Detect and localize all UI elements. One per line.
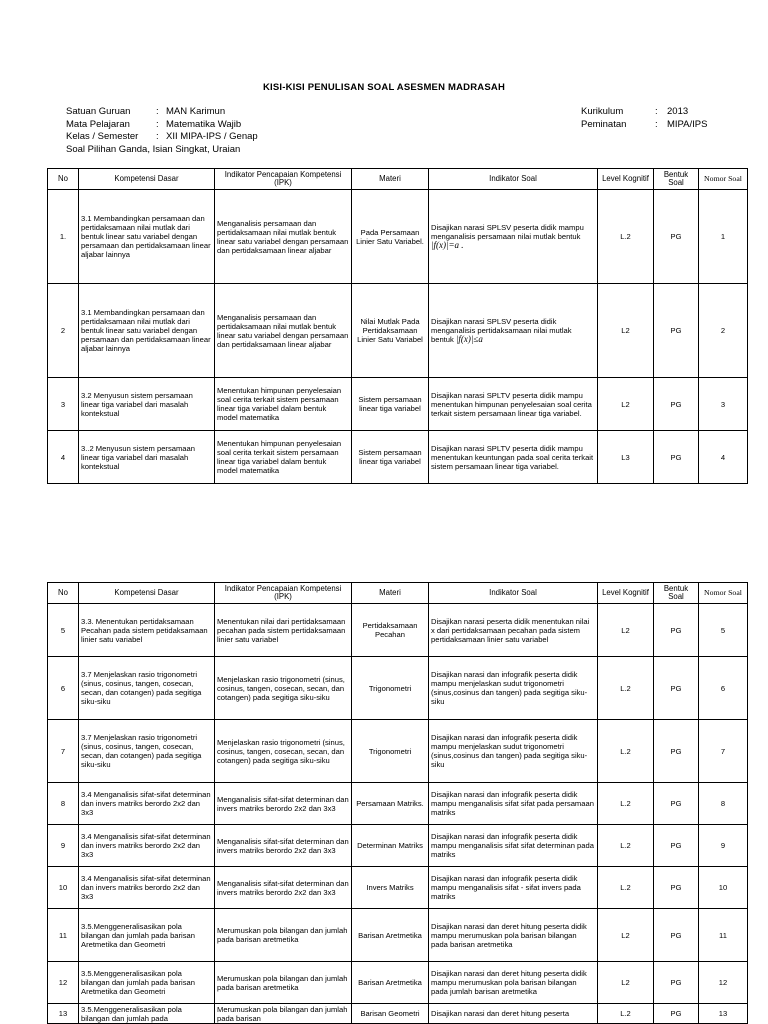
indikator-text: Disajikan narasi SPLSV peserta didik menganalisis pertidaksamaan nilai mutlak bentuk	[431, 317, 572, 344]
cell-indikator: Disajikan narasi dan deret hitung peserta didik mampu merumuskan pola barisan bilangan pada jumlah barisan aretmetika	[429, 962, 598, 1004]
cell-bentuk: PG	[654, 962, 699, 1004]
header-materi: Materi	[352, 169, 429, 190]
cell-bentuk: PG	[654, 657, 699, 720]
table-row	[48, 1004, 748, 1024]
cell-kd: 3.7 Menjelaskan rasio trigonometri (sinus, cosinus, tangen, cosecan, secan, dan cotangen) pada segitiga siku-siku	[79, 657, 215, 720]
meta-row-peminatan	[581, 119, 707, 132]
header-kd: Kompetensi Dasar	[79, 583, 215, 604]
header-indikator: Indikator Soal	[429, 169, 598, 190]
meta-row-mapel	[66, 119, 258, 132]
cell-bentuk: PG	[654, 909, 699, 962]
cell-ipk: Menjelaskan rasio trigonometri (sinus, cosinus, tangen, cosecan, secan, dan cotangen) pada segitiga siku-siku	[215, 720, 352, 783]
cell-indikator: Disajikan narasi dan deret hitung peserta didik mampu merumuskan pola barisan bilangan pada barisan aretmetika	[429, 909, 598, 962]
cell-materi: Pada Persamaan Linier Satu Variabel.	[352, 190, 429, 284]
header-ipk: Indikator Pencapaian Kompetensi (IPK)	[215, 169, 352, 190]
cell-ipk: Menganalisis persamaan dan pertidaksamaan nilai mutlak bentuk linear satu variabel dengan persamaan dan pertidaksamaan linear aljabar	[215, 190, 352, 284]
cell-no: 3	[48, 378, 79, 431]
cell-nomor: 10	[699, 867, 748, 909]
cell-ipk: Merumuskan pola bilangan dan jumlah pada barisan aretmetika	[215, 962, 352, 1004]
cell-nomor: 7	[699, 720, 748, 783]
cell-materi: Nilai Mutlak Pada Pertidaksamaan Linier Satu Variabel	[352, 284, 429, 378]
meta-key: Satuan Guruan	[66, 106, 131, 117]
cell-no: 8	[48, 783, 79, 825]
cell-no: 6	[48, 657, 79, 720]
cell-nomor: 9	[699, 825, 748, 867]
cell-no: 7	[48, 720, 79, 783]
header-no: No	[48, 169, 79, 190]
cell-nomor: 2	[699, 284, 748, 378]
cell-level: L.2	[598, 720, 654, 783]
cell-materi: Invers Matriks	[352, 867, 429, 909]
table-row	[48, 657, 748, 720]
cell-ipk: Menganalisis sifat-sifat determinan dan invers matriks berordo 2x2 dan 3x3	[215, 867, 352, 909]
table-header-row	[48, 583, 748, 604]
cell-kd: 3.5.Menggeneralisasikan pola bilangan dan jumlah pada barisan Aretmetika dan Geometri	[79, 962, 215, 1004]
table-row	[48, 190, 748, 284]
cell-bentuk: PG	[654, 431, 699, 484]
meta-value: Matematika Wajib	[166, 118, 242, 130]
cell-level: L2	[598, 378, 654, 431]
cell-ipk: Menganalisis sifat-sifat determinan dan invers matriks berordo 2x2 dan 3x3	[215, 825, 352, 867]
cell-indikator: Disajikan narasi dan infografik peserta didik mampu menganalisis sifat sifat determinan pada matriks	[429, 825, 598, 867]
table-header-row	[48, 169, 748, 190]
header-bentuk: Bentuk Soal	[654, 169, 699, 190]
cell-kd: 3.5.Menggeneralisasikan pola bilangan dan jumlah pada barisan Aretmetika dan Geometri	[79, 909, 215, 962]
cell-materi: Barisan Geometri	[352, 1004, 429, 1024]
cell-kd: 3.4 Menganalisis sifat-sifat determinan dan invers matriks berordo 2x2 dan 3x3	[79, 867, 215, 909]
cell-level: L2	[598, 909, 654, 962]
meta-value: MAN Karimun	[166, 106, 226, 117]
cell-materi: Barisan Aretmetika	[352, 909, 429, 962]
cell-ipk: Merumuskan pola bilangan dan jumlah pada barisan	[215, 1004, 352, 1024]
cell-materi: Sistem persamaan linear tiga variabel	[352, 431, 429, 484]
cell-materi: Trigonometri	[352, 657, 429, 720]
cell-materi: Pertidaksamaan Pecahan	[352, 604, 429, 657]
cell-no: 2	[48, 284, 79, 378]
cell-no: 1.	[48, 190, 79, 284]
meta-left	[66, 106, 258, 156]
cell-indikator	[429, 190, 598, 284]
cell-no: 11	[48, 909, 79, 962]
cell-level: L.2	[598, 783, 654, 825]
meta-key: Kelas / Semester	[66, 131, 139, 142]
meta-colon: :	[156, 106, 159, 117]
cell-level: L.2	[598, 825, 654, 867]
cell-nomor: 8	[699, 783, 748, 825]
cell-kd: 3.7 Menjelaskan rasio trigonometri (sinus, cosinus, tangen, cosecan, secan, dan cotangen) pada segitiga siku-siku	[79, 720, 215, 783]
cell-bentuk: PG	[654, 378, 699, 431]
cell-no: 4	[48, 431, 79, 484]
cell-ipk: Merumuskan pola bilangan dan jumlah pada barisan aretmetika	[215, 909, 352, 962]
cell-nomor: 12	[699, 962, 748, 1004]
cell-level: L.2	[598, 1004, 654, 1024]
cell-bentuk: PG	[654, 825, 699, 867]
cell-kd: 3.4 Menganalisis sifat-sifat determinan dan invers matriks berordo 2x2 dan 3x3	[79, 825, 215, 867]
meta-row-kelas	[66, 131, 258, 144]
cell-nomor: 4	[699, 431, 748, 484]
cell-indikator: Disajikan narasi peserta didik menentukan nilai x dari pertidaksamaan pecahan pada sistem pertidaksamaan linier satu variabel	[429, 604, 598, 657]
meta-row-satuan	[66, 106, 258, 119]
cell-materi: Barisan Aretmetika	[352, 962, 429, 1004]
cell-nomor: 13	[699, 1004, 748, 1024]
header-ipk: Indikator Pencapaian Kompetensi (IPK)	[215, 583, 352, 604]
meta-value: MIPA/IPS	[667, 118, 708, 130]
table-row	[48, 962, 748, 1004]
cell-ipk: Menentukan nilai dari pertidaksamaan pecahan pada sistem pertidaksamaan linier satu variabel	[215, 604, 352, 657]
cell-level: L2	[598, 604, 654, 657]
cell-indikator: Disajikan narasi dan infografik peserta didik mampu menjelaskan sudut trigonometri (sinus,cosinus dan tangen) pada segitiga siku-siku	[429, 720, 598, 783]
cell-nomor: 1	[699, 190, 748, 284]
meta-colon: :	[655, 118, 658, 130]
header-bentuk: Bentuk Soal	[654, 583, 699, 604]
indikator-text: Disajikan narasi SPLSV peserta didik mampu menganalisis persamaan nilai mutlak bentuk	[431, 223, 584, 241]
cell-no: 12	[48, 962, 79, 1004]
table-row	[48, 783, 748, 825]
cell-indikator: Disajikan narasi dan infografik peserta didik mampu menganalisis sifat sifat pada persamaan matriks	[429, 783, 598, 825]
cell-indikator: Disajikan narasi SPLTV peserta didik mampu menentukan himpunan penyelesaian soal cerita terkait sistem persamaan linear tiga variabel.	[429, 378, 598, 431]
cell-materi: Sistem persamaan linear tiga variabel	[352, 378, 429, 431]
cell-level: L.2	[598, 190, 654, 284]
cell-kd: 3.1 Membandingkan persamaan dan pertidaksamaan nilai mutlak dari bentuk linear satu variabel dengan persamaan dan pertidaksamaan linear aljabar lainnya	[79, 190, 215, 284]
cell-nomor: 6	[699, 657, 748, 720]
cell-no: 9	[48, 825, 79, 867]
cell-materi: Trigonometri	[352, 720, 429, 783]
header-materi: Materi	[352, 583, 429, 604]
header-kd: Kompetensi Dasar	[79, 169, 215, 190]
cell-bentuk: PG	[654, 604, 699, 657]
cell-kd: 3.4 Menganalisis sifat-sifat determinan dan invers matriks berordo 2x2 dan 3x3	[79, 783, 215, 825]
header-indikator: Indikator Soal	[429, 583, 598, 604]
cell-no: 13	[48, 1004, 79, 1024]
cell-bentuk: PG	[654, 783, 699, 825]
meta-right	[581, 106, 707, 131]
table-row	[48, 431, 748, 484]
cell-indikator: Disajikan narasi dan deret hitung peserta	[429, 1004, 598, 1024]
cell-no: 5	[48, 604, 79, 657]
cell-ipk: Menentukan himpunan penyelesaian soal cerita terkait sistem persamaan linear tiga variabel dalam bentuk model matematika	[215, 431, 352, 484]
cell-no: 10	[48, 867, 79, 909]
cell-level: L.2	[598, 867, 654, 909]
kisi-table-2	[47, 582, 748, 1024]
cell-bentuk: PG	[654, 190, 699, 284]
cell-materi: Persamaan Matriks.	[352, 783, 429, 825]
header-level: Level Kognitif	[598, 583, 654, 604]
cell-indikator: Disajikan narasi dan infografik peserta didik mampu menganalisis sifat - sifat invers pada matriks	[429, 867, 598, 909]
meta-value: 2013	[667, 106, 689, 117]
math-expression: |f(x)|=a .	[431, 240, 464, 250]
table-row	[48, 284, 748, 378]
table-row	[48, 378, 748, 431]
cell-kd: 3.3. Menentukan pertidaksamaan Pecahan pada sistem petidaksamaan linier satu variabel	[79, 604, 215, 657]
cell-level: L.2	[598, 657, 654, 720]
cell-ipk: Menganalisis sifat-sifat determinan dan invers matriks berordo 2x2 dan 3x3	[215, 783, 352, 825]
cell-bentuk: PG	[654, 867, 699, 909]
meta-key: Mata Pelajaran	[66, 118, 130, 130]
cell-bentuk: PG	[654, 720, 699, 783]
cell-materi: Determinan Matriks	[352, 825, 429, 867]
cell-indikator: Disajikan narasi dan infografik peserta didik mampu menjelaskan sudut trigonometri (sinus,cosinus dan tangen) pada segitiga siku-siku	[429, 657, 598, 720]
document-title: KISI-KISI PENULISAN SOAL ASESMEN MADRASAH	[262, 82, 506, 93]
soal-line: Soal Pilihan Ganda, Isian Singkat, Uraian	[66, 143, 241, 155]
header-level: Level Kognitif	[598, 169, 654, 190]
table-row	[48, 720, 748, 783]
kisi-table-1	[47, 168, 748, 484]
meta-row-kurikulum	[581, 106, 707, 119]
cell-kd: 3..2 Menyusun sistem persamaan linear tiga variabel dari masalah kontekstual	[79, 431, 215, 484]
cell-level: L2	[598, 962, 654, 1004]
cell-ipk: Menjelaskan rasio trigonometri (sinus, cosinus, tangen, cosecan, secan, dan cotangen) pada segitiga siku-siku	[215, 657, 352, 720]
cell-nomor: 3	[699, 378, 748, 431]
cell-bentuk: PG	[654, 1004, 699, 1024]
cell-level: L3	[598, 431, 654, 484]
cell-kd: 3.2 Menyusun sistem persamaan linear tiga variabel dari masalah kontekstual	[79, 378, 215, 431]
meta-key: Kurikulum	[581, 106, 624, 117]
cell-bentuk: PG	[654, 284, 699, 378]
cell-ipk: Menentukan himpunan penyelesaian soal cerita terkait sistem persamaan linear tiga variabel dalam bentuk model matematika	[215, 378, 352, 431]
cell-nomor: 5	[699, 604, 748, 657]
math-expression: |f(x)|≤a	[455, 334, 483, 344]
header-no: No	[48, 583, 79, 604]
header-nomor: Nomor Soal	[699, 169, 748, 190]
meta-colon: :	[156, 118, 159, 130]
table-row	[48, 867, 748, 909]
meta-value: XII MIPA-IPS / Genap	[166, 131, 258, 142]
cell-ipk: Menganalisis persamaan dan pertidaksamaan nilai mutlak bentuk linear satu variabel dengan persamaan dan pertidaksamaan linear aljabar	[215, 284, 352, 378]
cell-kd: 3.5.Menggeneralisasikan pola bilangan dan jumlah pada	[79, 1004, 215, 1024]
table-row	[48, 825, 748, 867]
cell-nomor: 11	[699, 909, 748, 962]
meta-colon: :	[156, 131, 159, 142]
cell-indikator: Disajikan narasi SPLTV peserta didik mampu menentukan keuntungan pada soal cerita terkait sistem persamaan linear tiga variabel.	[429, 431, 598, 484]
meta-colon: :	[655, 106, 658, 117]
meta-key: Peminatan	[581, 118, 627, 130]
table-row	[48, 604, 748, 657]
cell-level: L2	[598, 284, 654, 378]
table-row	[48, 909, 748, 962]
cell-indikator	[429, 284, 598, 378]
header-nomor: Nomor Soal	[699, 583, 748, 604]
cell-kd: 3.1 Membandingkan persamaan dan pertidaksamaan nilai mutlak dari bentuk linear satu variabel dengan persamaan dan pertidaksamaan linear aljabar lainnya	[79, 284, 215, 378]
